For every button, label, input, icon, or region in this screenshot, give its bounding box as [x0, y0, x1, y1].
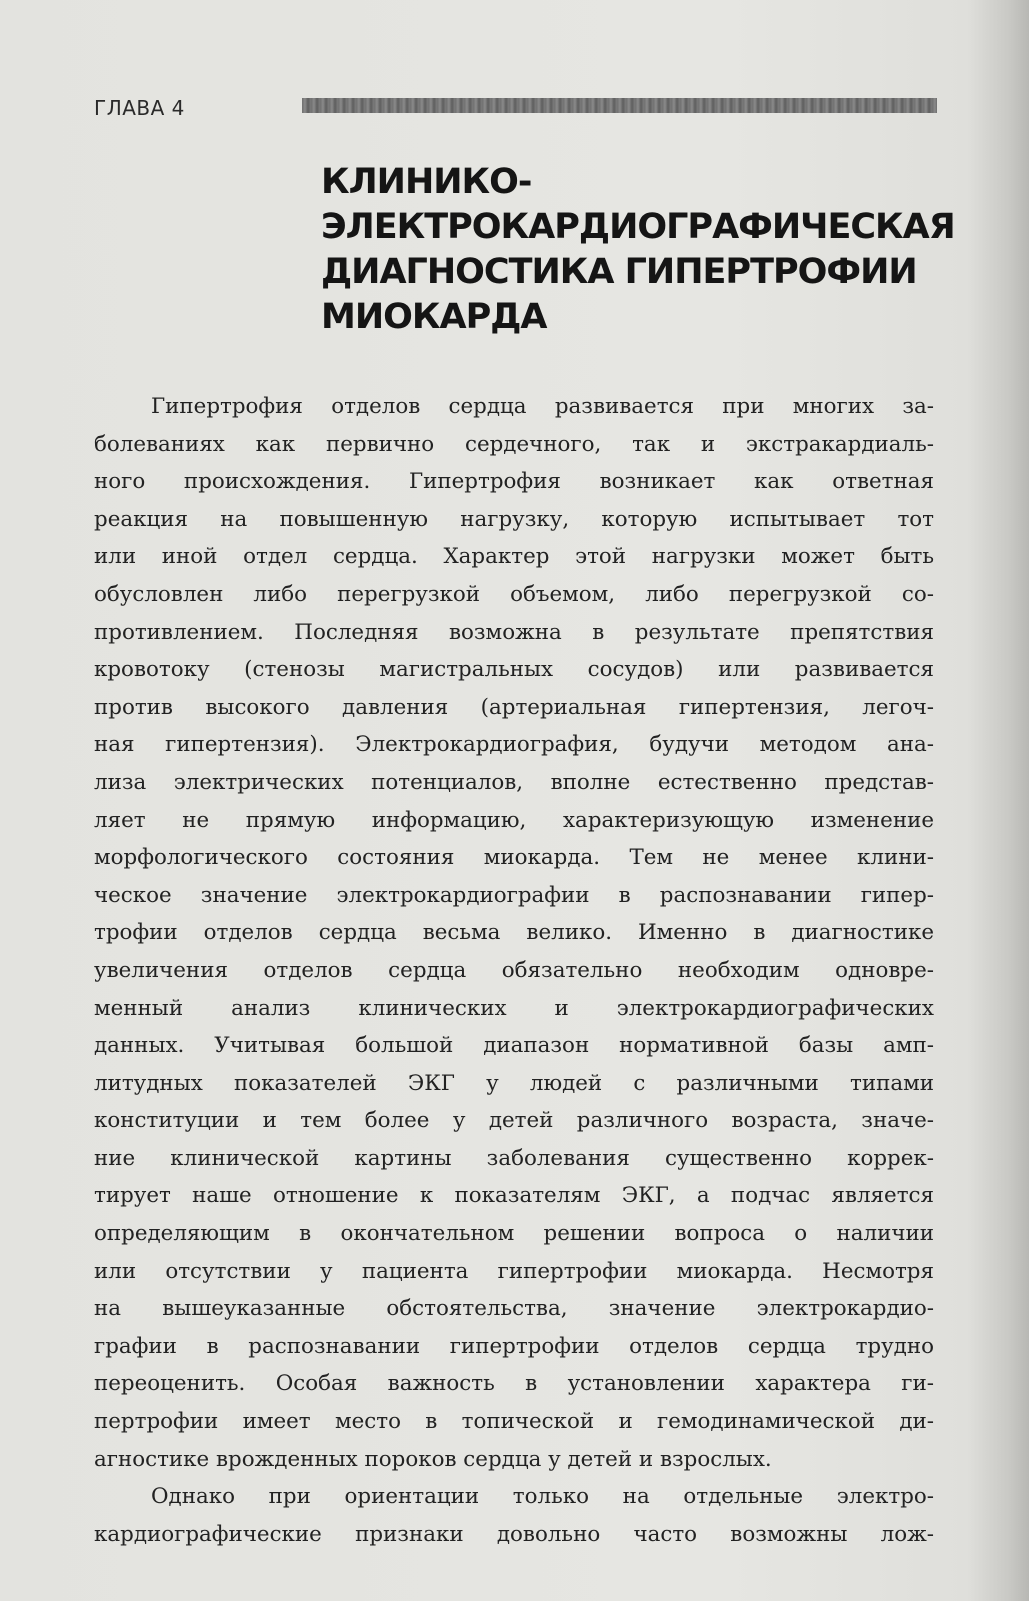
paragraph-1-line: данных. Учитывая большой диапазон нормативной базы амп-: [94, 1033, 934, 1059]
paragraph-1-line: против высокого давления (артериальная гипертензия, легоч-: [94, 694, 934, 720]
paragraph-1-line: противлением. Последняя возможна в результате препятствия: [94, 619, 934, 645]
body-text: [94, 388, 934, 1553]
chapter-label: ГЛАВА 4: [94, 96, 185, 120]
paragraph-1-line: литудных показателей ЭКГ у людей с различными типами: [94, 1070, 934, 1096]
paragraph-1-line: ческое значение электрокардиографии в распознавании гипер-: [94, 882, 934, 908]
chapter-title-line: ЭЛЕКТРОКАРДИОГРАФИЧЕСКАЯ: [321, 207, 955, 247]
paragraph-1-line: обусловлен либо перегрузкой объемом, либо перегрузкой со-: [94, 581, 934, 607]
chapter-title-line: ДИАГНОСТИКА ГИПЕРТРОФИИ: [321, 252, 917, 292]
chapter-title-line: КЛИНИКО-: [321, 162, 532, 202]
paragraph-1-line: пертрофии имеет место в топической и гемодинамической ди-: [94, 1409, 934, 1435]
paragraph-1-line: или отсутствии у пациента гипертрофии миокарда. Несмотря: [94, 1258, 934, 1284]
paragraph-1-line: или иной отдел сердца. Характер этой нагрузки может быть: [94, 544, 934, 570]
paragraph-1-line: определяющим в окончательном решении вопроса о наличии: [94, 1221, 934, 1247]
paragraph-1-line: реакция на повышенную нагрузку, которую испытывает тот: [94, 506, 934, 532]
paragraph-1-line: лиза электрических потенциалов, вполне естественно представ-: [94, 769, 934, 795]
paragraph-1-line: морфологического состояния миокарда. Тем не менее клини-: [94, 845, 934, 871]
paragraph-1-line: увеличения отделов сердца обязательно необходим одновре-: [94, 957, 934, 983]
paragraph-1-line: на вышеуказанные обстоятельства, значение электрокардио-: [94, 1296, 934, 1322]
paragraph-1-line: менный анализ клинических и электрокардиографических: [94, 995, 934, 1021]
paragraph-1-line: ние клинической картины заболевания существенно коррек-: [94, 1145, 934, 1171]
chapter-title-line: МИОКАРДА: [321, 297, 547, 337]
paragraph-1-line: трофии отделов сердца весьма велико. Именно в диагностике: [94, 920, 934, 946]
paragraph-1-line: графии в распознавании гипертрофии отделов сердца трудно: [94, 1333, 934, 1359]
chapter-header-bar: [302, 98, 937, 113]
paragraph-1-line: кровотоку (стенозы магистральных сосудов) или развивается: [94, 657, 934, 683]
paragraph-2-line: Однако при ориентации только на отдельные электро-: [151, 1484, 934, 1510]
paragraph-1-line: ная гипертензия). Электрокардиография, будучи методом ана-: [94, 732, 934, 758]
paragraph-1-line: ного происхождения. Гипертрофия возникает как ответная: [94, 469, 934, 495]
paragraph-1-line: ляет не прямую информацию, характеризующую изменение: [94, 807, 934, 833]
paragraph-1-line: болеваниях как первично сердечного, так и экстракардиаль-: [94, 431, 934, 457]
paragraph-1-line: тирует наше отношение к показателям ЭКГ, а подчас является: [94, 1183, 934, 1209]
paragraph-2-line: кардиографические признаки довольно часто возможны лож-: [94, 1521, 934, 1547]
paragraph-1-line: агностике врожденных пороков сердца у детей и взрослых.: [94, 1446, 772, 1472]
chapter-title: [321, 160, 961, 340]
paragraph-1-line: Гипертрофия отделов сердца развивается при многих за-: [151, 394, 934, 419]
paragraph-1-line: конституции и тем более у детей различного возраста, значе-: [94, 1108, 934, 1134]
paragraph-1-line: переоценить. Особая важность в установлении характера ги-: [94, 1371, 934, 1397]
